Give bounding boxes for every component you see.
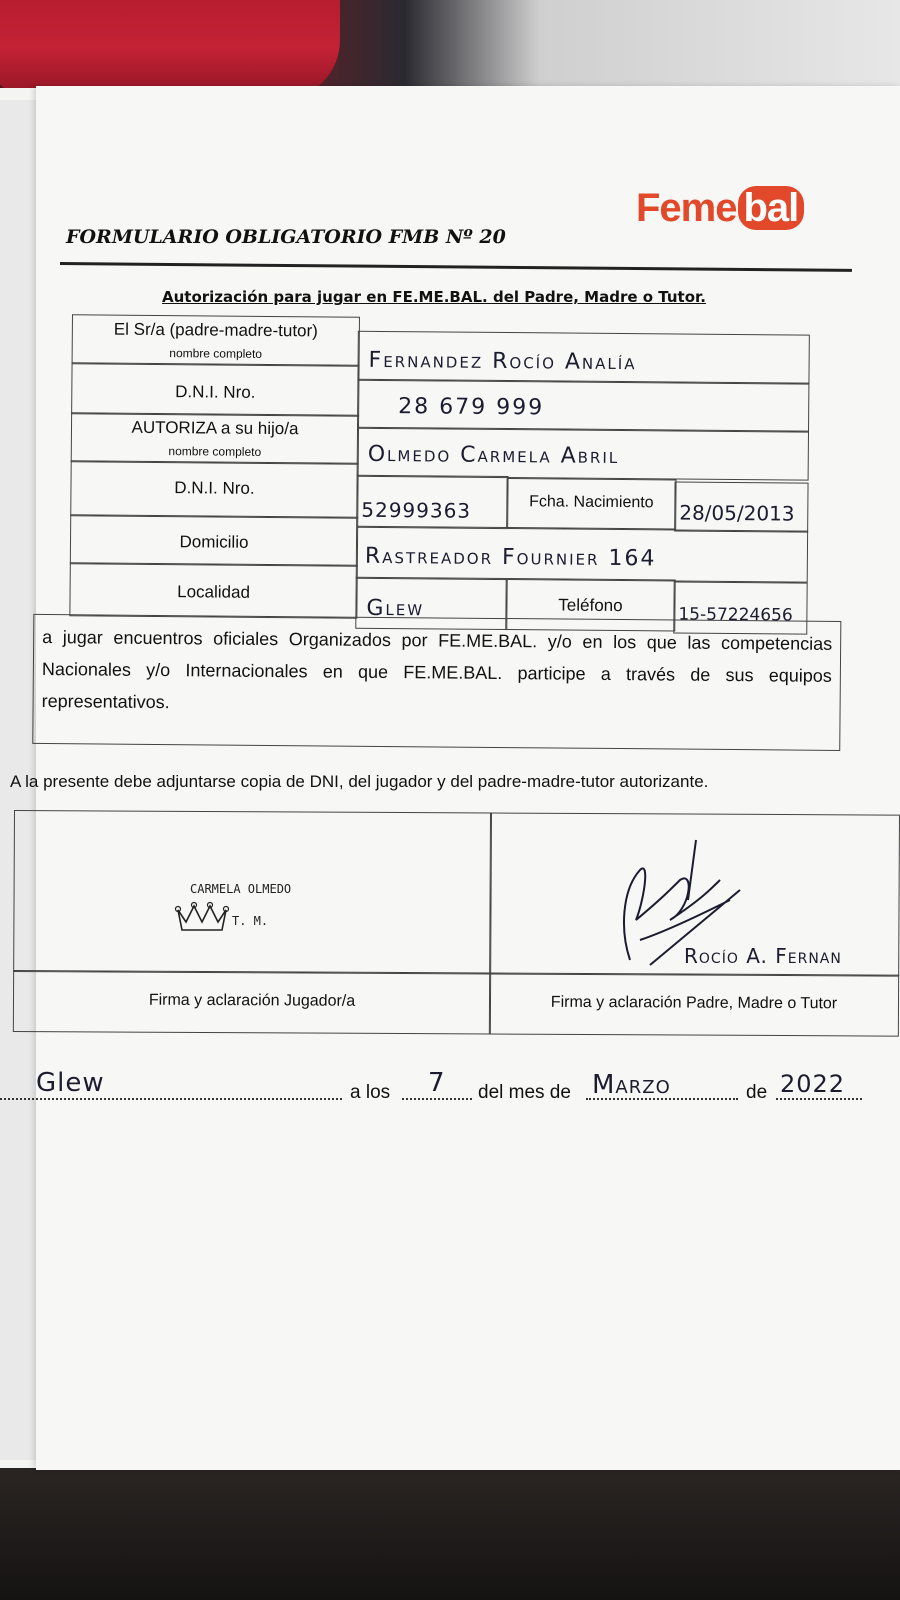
child-dni: 52999363 [361,497,472,523]
phone-label: Teléfono [558,595,623,616]
player-label-cell [13,970,491,1035]
place-dots [0,1098,342,1100]
red-object [0,0,340,100]
child-dni-cell[interactable] [356,475,508,528]
player-printed-name: CARMELA OLMEDO [190,882,292,896]
authorizes-label: AUTORIZA a su hijo/a [131,417,299,439]
child-dni-label-cell [70,460,358,519]
child-label-cell [71,412,359,465]
attachment-note: A la presente debe adjuntarse copia de DNI, del jugador y del padre-madre-tutor autorizante. [10,772,709,791]
dni-label: D.N.I. Nro. [175,382,256,402]
full-name-label: nombre completo [169,346,263,361]
parent-name: Fernandez Rocío Analía [368,347,637,376]
background-bottom [0,1460,900,1600]
birth-date: 28/05/2013 [679,500,795,526]
authorization-table [40,314,860,761]
locality-label-cell [69,562,357,619]
parent-name-cell[interactable] [357,331,809,385]
player-tm: T. M. [232,914,269,928]
phone: 15-57224656 [678,604,793,626]
child-name-cell[interactable] [357,427,809,481]
address: Rastreador Fournier 164 [364,543,657,572]
birth-label: Fcha. Nacimiento [529,493,654,512]
parent-dni-cell[interactable] [357,379,809,433]
parent-label-cell [72,314,360,367]
birth-label-cell [506,478,676,529]
form-title: FORMULARIO OBLIGATORIO FMB Nº 20 [66,226,506,248]
femebal-logo: Feme bal [636,186,804,231]
day-dots [402,1098,472,1100]
locality-label: Localidad [177,582,251,602]
tutor-label-cell [489,972,899,1036]
tutor-printed-name: Rocío A. Fernan [684,944,842,968]
form-subtitle: Autorización para jugar en FE.ME.BAL. del Padre, Madre o Tutor. [162,288,706,306]
date-day: 7 [428,1068,446,1098]
date-year: 2022 [780,1070,846,1098]
birth-date-cell[interactable] [674,482,808,533]
authorization-text: a jugar encuentros oficiales Organizados por FE.ME.BAL. y/o en los que las competencias Nacionales y/o Internacionales en que FE.ME.BAL. participe a través de sus equipos representativos. [41,626,833,713]
date-place: Glew [36,1068,105,1098]
address-label: Domicilio [179,532,249,552]
child-name: Olmedo Carmela Abril [367,441,620,470]
dni-label-child: D.N.I. Nro. [174,478,255,498]
del-mes-label: del mes de [478,1082,571,1103]
crown-icon [174,900,230,934]
address-label-cell [70,514,358,567]
date-line [0,1068,900,1108]
authorization-text-cell [32,614,841,751]
year-dots [776,1098,862,1100]
player-signature-label: Firma y aclaración Jugador/a [148,991,356,1010]
parent-dni: 28 679 999 [398,394,545,421]
parent-dni-label-cell [71,362,359,417]
tutor-signature-label: Firma y aclaración Padre, Madre o Tutor [550,993,838,1013]
parent-label: El Sr/a (padre-madre-tutor) [113,319,318,341]
full-name-label-child: nombre completo [168,444,262,459]
locality: Glew [366,595,425,622]
de-label: de [746,1082,768,1103]
a-los-label: a los [350,1082,391,1103]
date-month: Marzo [592,1070,671,1100]
address-cell[interactable] [356,527,808,583]
